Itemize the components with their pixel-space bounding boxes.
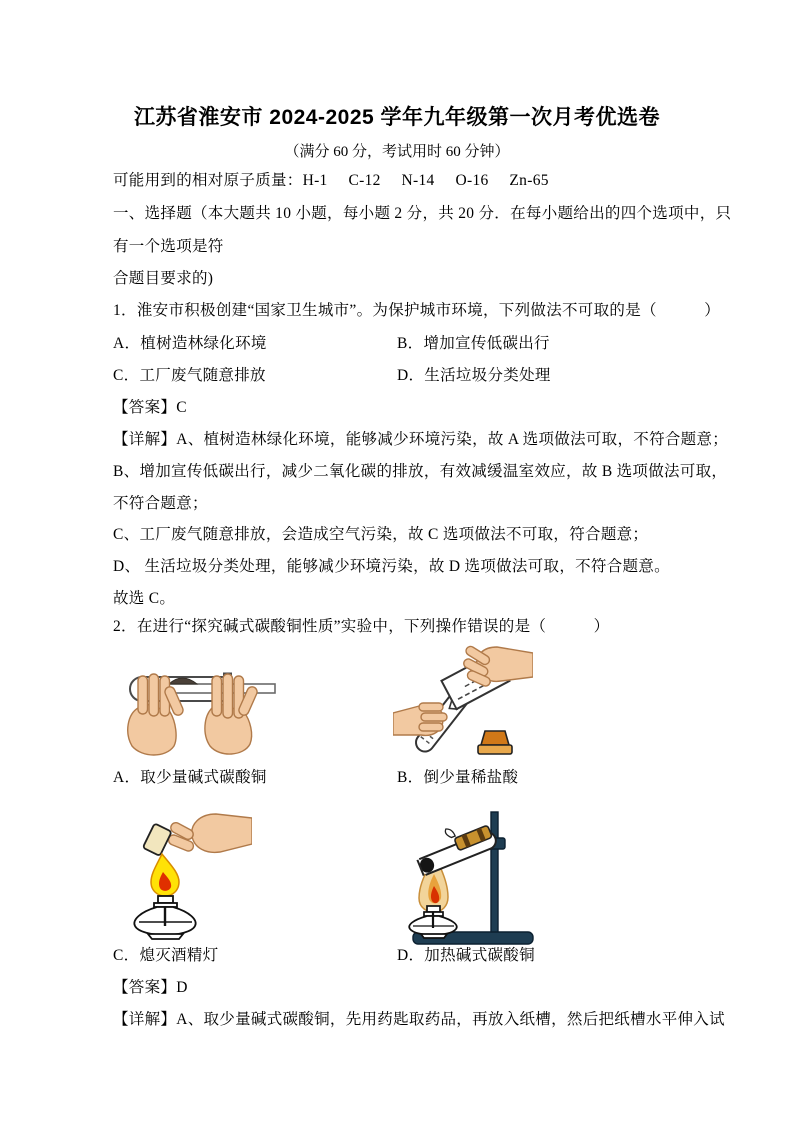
question-2-option-b: B．倒少量稀盐酸	[397, 769, 519, 786]
hand-with-cap-icon	[143, 814, 252, 856]
stopper-icon	[478, 731, 512, 754]
question-2-option-a: A．取少量碱式碳酸铜	[113, 769, 267, 786]
question-1-option-a: A．植树造林绿化环境	[113, 335, 267, 352]
illustration-heat-tube	[393, 810, 543, 947]
question-2-option-d: D．加热碱式碳酸铜	[397, 947, 535, 964]
question-1-stem: 1．淮安市积极创建“国家卫生城市”。为保护城市环境，下列做法不可取的是（ ）	[113, 302, 721, 319]
take-powder-icon	[112, 650, 307, 765]
question-1-analysis-line: C、工厂废气随意排放，会造成空气污染，故 C 选项做法不可取，符合题意；	[113, 526, 649, 543]
illustration-take-powder	[112, 650, 307, 765]
heat-tube-icon	[393, 810, 543, 947]
extinguish-lamp-icon	[112, 812, 252, 940]
question-1-analysis-line: 【详解】A、植树造林绿化环境，能够减少环境污染，故 A 选项做法可取，不符合题意；	[113, 431, 729, 448]
question-2-analysis-line: 【详解】A、取少量碱式碳酸铜，先用药匙取药品，再放入纸槽，然后把纸槽水平伸入试	[113, 1011, 725, 1028]
question-2-stem: 2．在进行“探究碱式碳酸铜性质”实验中，下列操作错误的是（ ）	[113, 618, 610, 635]
exam-title: 江苏省淮安市 2024-2025 学年九年级第一次月考优选卷	[133, 106, 661, 129]
alcohol-lamp-icon	[134, 896, 195, 939]
alcohol-lamp-icon	[409, 906, 457, 938]
question-2-answer: 【答案】D	[113, 979, 188, 996]
wing-nut-icon	[444, 827, 455, 839]
question-1-option-c: C．工厂废气随意排放	[113, 367, 266, 384]
section-heading-line-3: 合题目要求的)	[113, 270, 214, 287]
holding-hand-icon	[393, 703, 447, 735]
section-heading-line-1: 一、选择题（本大题共 10 小题，每小题 2 分，共 20 分．在每小题给出的四个选项中，只	[113, 205, 732, 222]
question-1-analysis-line: 故选 C。	[113, 590, 176, 607]
question-1-analysis-line: 不符合题意；	[113, 495, 208, 512]
question-1-option-d: D．生活垃圾分类处理	[397, 367, 551, 384]
lamp-cap-icon	[143, 823, 172, 856]
question-1-analysis-line: D、 生活垃圾分类处理，能够减少环境污染，故 D 选项做法可取，不符合题意。	[113, 558, 670, 575]
clamped-test-tube-icon	[411, 813, 499, 876]
pour-acid-icon	[393, 643, 533, 770]
atomic-mass-note: 可能用到的相对原子质量：H-1 C-12 N-14 O-16 Zn-65	[113, 172, 549, 189]
flame-icon	[151, 854, 179, 896]
question-1-analysis-line: B、增加宣传低碳出行，减少二氧化碳的排放，有效减缓温室效应，故 B 选项做法可取，	[113, 463, 728, 480]
question-1-answer: 【答案】C	[113, 399, 187, 416]
question-1-option-b: B．增加宣传低碳出行	[397, 335, 550, 352]
exam-subtitle: （满分 60 分，考试用时 60 分钟）	[284, 144, 510, 160]
pouring-hand-icon	[462, 645, 533, 688]
illustration-pour-acid	[393, 643, 533, 770]
illustration-extinguish-lamp	[112, 812, 252, 940]
question-2-option-c: C．熄灭酒精灯	[113, 947, 219, 964]
section-heading-line-2: 有一个选项是符	[113, 238, 224, 255]
